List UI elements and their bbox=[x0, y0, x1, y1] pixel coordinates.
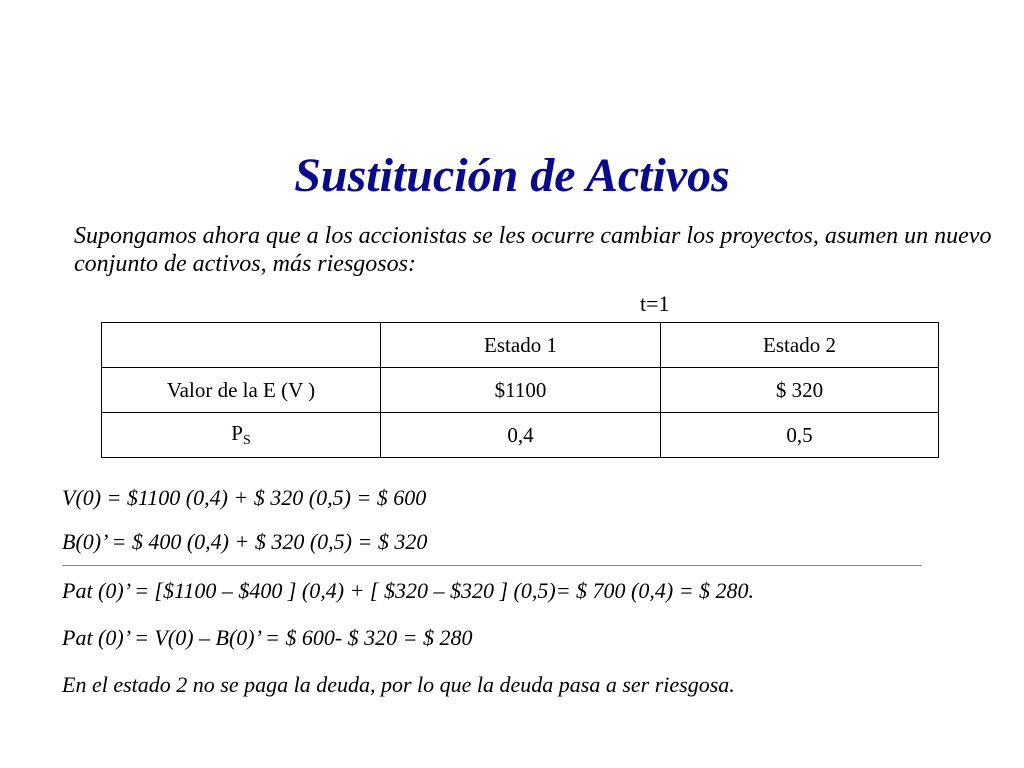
row-label-subscript: S bbox=[242, 433, 251, 448]
table-header-cell bbox=[102, 323, 381, 368]
row-label: Valor de la E (V ) bbox=[102, 368, 381, 413]
states-table bbox=[101, 322, 939, 458]
table-cell: $ 320 bbox=[661, 368, 939, 413]
period-label: t=1 bbox=[640, 291, 670, 316]
conclusion-text: En el estado 2 no se paga la deuda, por lo que la deuda pasa a ser riesgosa. bbox=[62, 672, 735, 697]
intro-text: Supongamos ahora que a los accionistas se les ocurre cambiar los proyectos, asumen un nuevo conjunto de activos, más riesgosos: bbox=[74, 223, 992, 277]
slide-title: Sustitución de Activos bbox=[294, 149, 730, 202]
equation-pat-expanded: Pat (0)’ = [$1100 – $400 ] (0,4) + [ $320 – $320 ] (0,5)= $ 700 (0,4) = $ 280. bbox=[62, 578, 755, 603]
equation-b0: B(0)’ = $ 400 (0,4) + $ 320 (0,5) = $ 320 bbox=[62, 529, 428, 554]
row-label-main: P bbox=[231, 421, 243, 445]
row-label bbox=[102, 413, 381, 458]
equation-pat-difference: Pat (0)’ = V(0) – B(0)’ = $ 600- $ 320 = $ 280 bbox=[62, 625, 473, 650]
equation-v0: V(0) = $1100 (0,4) + $ 320 (0,5) = $ 600 bbox=[62, 485, 427, 510]
table-cell: 0,5 bbox=[661, 413, 939, 458]
table-header-cell: Estado 1 bbox=[381, 323, 661, 368]
table-cell: $1100 bbox=[381, 368, 661, 413]
divider bbox=[62, 565, 922, 566]
table-header-cell: Estado 2 bbox=[661, 323, 939, 368]
table-cell: 0,4 bbox=[381, 413, 661, 458]
table-row bbox=[102, 413, 939, 458]
table-header-row bbox=[102, 323, 939, 368]
table-row bbox=[102, 368, 939, 413]
